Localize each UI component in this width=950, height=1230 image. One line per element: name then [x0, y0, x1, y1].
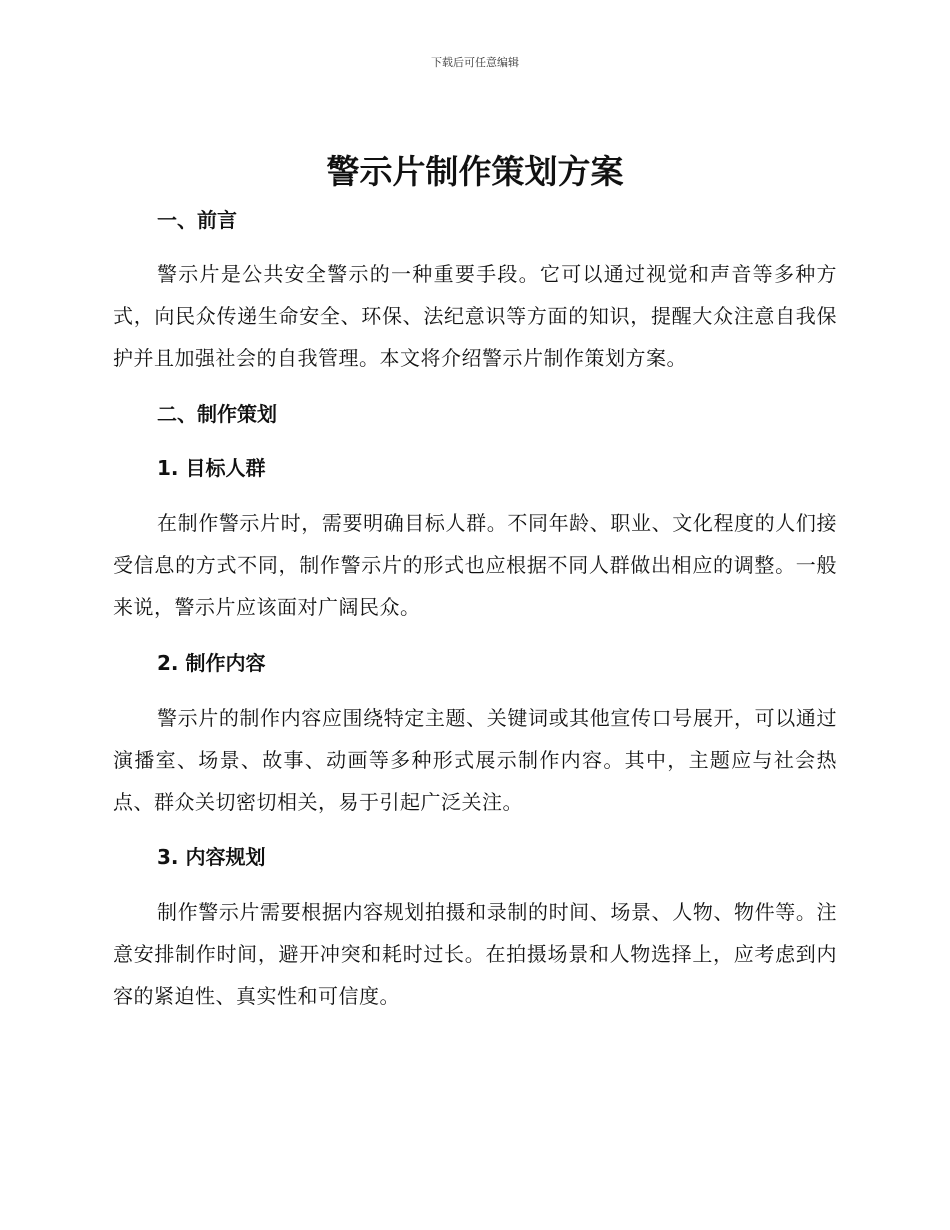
- section-heading-target-audience: 1. 目标人群: [157, 456, 266, 480]
- section-heading-production-content: 2. 制作内容: [157, 651, 266, 675]
- section-heading-production-plan: 二、制作策划: [157, 402, 277, 426]
- section-heading-preface: 一、前言: [157, 208, 237, 232]
- document-title: 警示片制作策划方案: [326, 152, 624, 191]
- section-paragraph-production-content: 警示片的制作内容应围绕特定主题、关键词或其他宣传口号展开，可以通过演播室、场景、故事、动画等多种形式展示制作内容。其中，主题应与社会热点、群众关切密切相关，易于引起广泛关注。: [113, 706, 837, 814]
- page-header-note: 下载后可任意编辑: [431, 56, 519, 69]
- section-paragraph-target-audience: 在制作警示片时，需要明确目标人群。不同年龄、职业、文化程度的人们接受信息的方式不同，制作警示片的形式也应根据不同人群做出相应的调整。一般来说，警示片应该面对广阔民众。: [113, 511, 837, 619]
- section-heading-content-planning: 3. 内容规划: [157, 845, 266, 869]
- section-paragraph-preface: 警示片是公共安全警示的一种重要手段。它可以通过视觉和声音等多种方式，向民众传递生命安全、环保、法纪意识等方面的知识，提醒大众注意自我保护并且加强社会的自我管理。本文将介绍警示片制作策划方案。: [113, 262, 837, 370]
- section-paragraph-content-planning: 制作警示片需要根据内容规划拍摄和录制的时间、场景、人物、物件等。注意安排制作时间，避开冲突和耗时过长。在拍摄场景和人物选择上，应考虑到内容的紧迫性、真实性和可信度。: [113, 900, 837, 1008]
